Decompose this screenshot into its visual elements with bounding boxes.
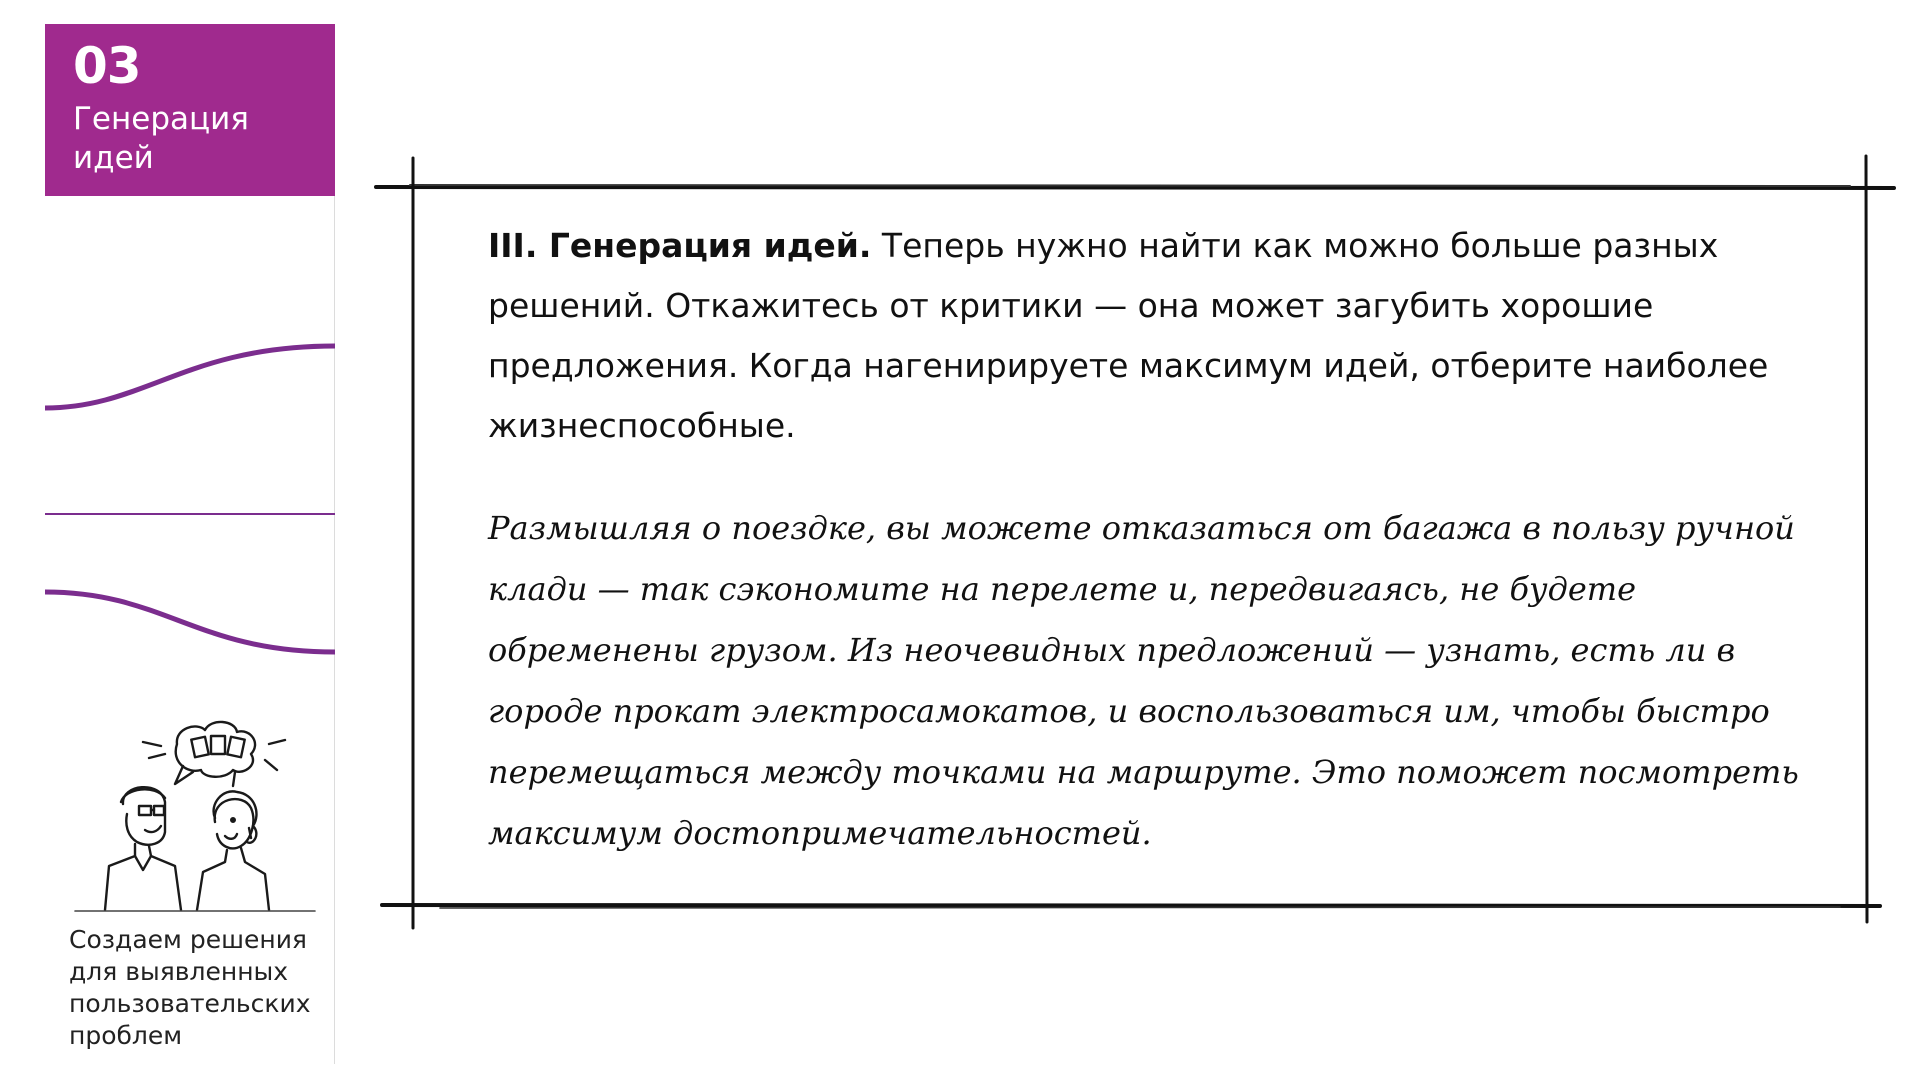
example-paragraph: Размышляя о поездке, вы можете отказаться от багажа в пользу ручной клади — так сэкономите на перелете и, передвигаясь, не будете обременены грузом. Из неочевидных предложений — узнать, есть ли в городе прокат электросамокатов, и воспользоваться им, чтобы быстро перемещаться между точками на маршруте. Это поможет посмотреть максимум достопримечательностей. <box>488 509 1799 852</box>
frame-top-line <box>376 187 1894 188</box>
brainstorm-people-icon <box>65 714 325 914</box>
lower-process-curve <box>45 592 335 652</box>
step-caption: Создаем решения для выявленных пользовательских проблем <box>69 925 311 1050</box>
step-title-line-2: идей <box>73 140 154 176</box>
step-number: 03 <box>73 37 141 95</box>
intro-lead: III. Генерация идей. <box>488 226 872 265</box>
frame-bottom-line <box>382 905 1880 906</box>
step-header <box>45 24 335 196</box>
frame-right-line <box>1866 156 1867 922</box>
intro-body: Теперь нужно найти как можно больше разных решений. Откажитесь от критики — она может загубить хорошие предложения. Когда нагенирируете максимум идей, отберите наиболее жизнеспособные. <box>488 226 1769 445</box>
step-title <box>73 100 335 178</box>
step-title-line-1: Генерация <box>73 101 249 137</box>
intro-paragraph <box>488 216 1843 456</box>
process-curves <box>45 196 335 726</box>
stage-description <box>488 216 1843 864</box>
upper-process-curve <box>45 346 335 408</box>
process-sidebar <box>45 24 335 1064</box>
